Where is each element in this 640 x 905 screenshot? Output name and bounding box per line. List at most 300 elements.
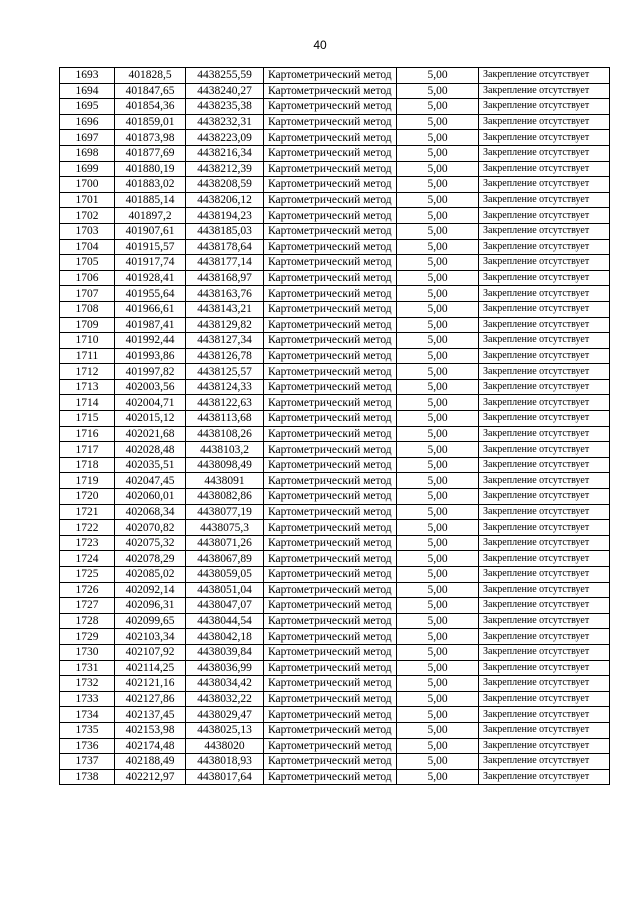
point-number-cell: 1700 <box>60 177 115 193</box>
method-cell: Картометрический метод <box>264 660 397 676</box>
point-number-cell: 1731 <box>60 660 115 676</box>
coord-x-cell: 402003,56 <box>115 379 186 395</box>
accuracy-cell: 5,00 <box>397 411 479 427</box>
coord-x-cell: 402070,82 <box>115 520 186 536</box>
point-number-cell: 1723 <box>60 535 115 551</box>
fixation-cell: Закрепление отсутствует <box>479 301 610 317</box>
method-cell: Картометрический метод <box>264 457 397 473</box>
coord-x-cell: 402004,71 <box>115 395 186 411</box>
method-cell: Картометрический метод <box>264 489 397 505</box>
fixation-cell: Закрепление отсутствует <box>479 660 610 676</box>
method-cell: Картометрический метод <box>264 613 397 629</box>
coord-x-cell: 402015,12 <box>115 411 186 427</box>
coord-x-cell: 402153,98 <box>115 722 186 738</box>
fixation-cell: Закрепление отсутствует <box>479 83 610 99</box>
point-number-cell: 1716 <box>60 426 115 442</box>
method-cell: Картометрический метод <box>264 239 397 255</box>
coord-x-cell: 402078,29 <box>115 551 186 567</box>
coord-y-cell: 4438059,05 <box>186 567 264 583</box>
table-row <box>60 130 610 146</box>
accuracy-cell: 5,00 <box>397 99 479 115</box>
coord-y-cell: 4438125,57 <box>186 364 264 380</box>
point-number-cell: 1711 <box>60 348 115 364</box>
accuracy-cell: 5,00 <box>397 489 479 505</box>
method-cell: Картометрический метод <box>264 395 397 411</box>
fixation-cell: Закрепление отсутствует <box>479 114 610 130</box>
point-number-cell: 1704 <box>60 239 115 255</box>
coord-y-cell: 4438194,23 <box>186 208 264 224</box>
coord-y-cell: 4438168,97 <box>186 270 264 286</box>
point-number-cell: 1701 <box>60 192 115 208</box>
point-number-cell: 1715 <box>60 411 115 427</box>
table-row <box>60 769 610 785</box>
method-cell: Картометрический метод <box>264 192 397 208</box>
table-row <box>60 348 610 364</box>
coord-y-cell: 4438255,59 <box>186 68 264 84</box>
coord-y-cell: 4438017,64 <box>186 769 264 785</box>
fixation-cell: Закрепление отсутствует <box>479 395 610 411</box>
fixation-cell: Закрепление отсутствует <box>479 208 610 224</box>
coord-x-cell: 401993,86 <box>115 348 186 364</box>
accuracy-cell: 5,00 <box>397 504 479 520</box>
coord-x-cell: 402096,31 <box>115 598 186 614</box>
coord-x-cell: 402028,48 <box>115 442 186 458</box>
fixation-cell: Закрепление отсутствует <box>479 504 610 520</box>
fixation-cell: Закрепление отсутствует <box>479 145 610 161</box>
point-number-cell: 1730 <box>60 644 115 660</box>
accuracy-cell: 5,00 <box>397 255 479 271</box>
table-row <box>60 457 610 473</box>
fixation-cell: Закрепление отсутствует <box>479 192 610 208</box>
point-number-cell: 1707 <box>60 286 115 302</box>
accuracy-cell: 5,00 <box>397 114 479 130</box>
coord-y-cell: 4438163,76 <box>186 286 264 302</box>
point-number-cell: 1727 <box>60 598 115 614</box>
table-row <box>60 270 610 286</box>
fixation-cell: Закрепление отсутствует <box>479 582 610 598</box>
method-cell: Картометрический метод <box>264 598 397 614</box>
method-cell: Картометрический метод <box>264 754 397 770</box>
coord-x-cell: 402127,86 <box>115 691 186 707</box>
coord-x-cell: 401880,19 <box>115 161 186 177</box>
coord-y-cell: 4438240,27 <box>186 83 264 99</box>
coord-y-cell: 4438032,22 <box>186 691 264 707</box>
point-number-cell: 1718 <box>60 457 115 473</box>
accuracy-cell: 5,00 <box>397 379 479 395</box>
coord-y-cell: 4438143,21 <box>186 301 264 317</box>
accuracy-cell: 5,00 <box>397 520 479 536</box>
accuracy-cell: 5,00 <box>397 192 479 208</box>
accuracy-cell: 5,00 <box>397 676 479 692</box>
accuracy-cell: 5,00 <box>397 208 479 224</box>
table-row <box>60 192 610 208</box>
table-row <box>60 567 610 583</box>
method-cell: Картометрический метод <box>264 130 397 146</box>
point-number-cell: 1735 <box>60 722 115 738</box>
coord-y-cell: 4438127,34 <box>186 333 264 349</box>
accuracy-cell: 5,00 <box>397 769 479 785</box>
fixation-cell: Закрепление отсутствует <box>479 364 610 380</box>
method-cell: Картометрический метод <box>264 364 397 380</box>
table-row <box>60 161 610 177</box>
coord-y-cell: 4438047,07 <box>186 598 264 614</box>
fixation-cell: Закрепление отсутствует <box>479 722 610 738</box>
method-cell: Картометрический метод <box>264 99 397 115</box>
point-number-cell: 1726 <box>60 582 115 598</box>
coord-x-cell: 402060,01 <box>115 489 186 505</box>
accuracy-cell: 5,00 <box>397 270 479 286</box>
fixation-cell: Закрепление отсутствует <box>479 239 610 255</box>
method-cell: Картометрический метод <box>264 644 397 660</box>
coord-y-cell: 4438039,84 <box>186 644 264 660</box>
point-number-cell: 1705 <box>60 255 115 271</box>
fixation-cell: Закрепление отсутствует <box>479 333 610 349</box>
coord-x-cell: 401917,74 <box>115 255 186 271</box>
method-cell: Картометрический метод <box>264 426 397 442</box>
table-row <box>60 722 610 738</box>
method-cell: Картометрический метод <box>264 582 397 598</box>
method-cell: Картометрический метод <box>264 738 397 754</box>
method-cell: Картометрический метод <box>264 286 397 302</box>
method-cell: Картометрический метод <box>264 301 397 317</box>
coord-y-cell: 4438025,13 <box>186 722 264 738</box>
method-cell: Картометрический метод <box>264 691 397 707</box>
point-number-cell: 1699 <box>60 161 115 177</box>
table-row <box>60 707 610 723</box>
table-row <box>60 598 610 614</box>
coord-x-cell: 402107,92 <box>115 644 186 660</box>
point-number-cell: 1717 <box>60 442 115 458</box>
table-row <box>60 676 610 692</box>
coord-x-cell: 401854,36 <box>115 99 186 115</box>
accuracy-cell: 5,00 <box>397 738 479 754</box>
accuracy-cell: 5,00 <box>397 83 479 99</box>
fixation-cell: Закрепление отсутствует <box>479 473 610 489</box>
method-cell: Картометрический метод <box>264 208 397 224</box>
coord-x-cell: 401883,02 <box>115 177 186 193</box>
point-number-cell: 1697 <box>60 130 115 146</box>
coord-y-cell: 4438124,33 <box>186 379 264 395</box>
coord-x-cell: 402092,14 <box>115 582 186 598</box>
coord-y-cell: 4438122,63 <box>186 395 264 411</box>
table-row <box>60 68 610 84</box>
accuracy-cell: 5,00 <box>397 395 479 411</box>
table-row <box>60 177 610 193</box>
coord-y-cell: 4438067,89 <box>186 551 264 567</box>
method-cell: Картометрический метод <box>264 114 397 130</box>
accuracy-cell: 5,00 <box>397 223 479 239</box>
point-number-cell: 1734 <box>60 707 115 723</box>
fixation-cell: Закрепление отсутствует <box>479 676 610 692</box>
coord-x-cell: 401915,57 <box>115 239 186 255</box>
method-cell: Картометрический метод <box>264 145 397 161</box>
fixation-cell: Закрепление отсутствует <box>479 317 610 333</box>
point-number-cell: 1702 <box>60 208 115 224</box>
coord-y-cell: 4438206,12 <box>186 192 264 208</box>
coord-y-cell: 4438082,86 <box>186 489 264 505</box>
accuracy-cell: 5,00 <box>397 286 479 302</box>
table-row <box>60 473 610 489</box>
method-cell: Картометрический метод <box>264 223 397 239</box>
coord-x-cell: 402121,16 <box>115 676 186 692</box>
coord-x-cell: 401987,41 <box>115 317 186 333</box>
table-row <box>60 379 610 395</box>
table-row <box>60 145 610 161</box>
coord-y-cell: 4438212,39 <box>186 161 264 177</box>
table-row <box>60 255 610 271</box>
coord-x-cell: 401907,61 <box>115 223 186 239</box>
table-row <box>60 83 610 99</box>
accuracy-cell: 5,00 <box>397 644 479 660</box>
fixation-cell: Закрепление отсутствует <box>479 223 610 239</box>
method-cell: Картометрический метод <box>264 177 397 193</box>
fixation-cell: Закрепление отсутствует <box>479 489 610 505</box>
method-cell: Картометрический метод <box>264 161 397 177</box>
coord-x-cell: 402035,51 <box>115 457 186 473</box>
method-cell: Картометрический метод <box>264 722 397 738</box>
method-cell: Картометрический метод <box>264 379 397 395</box>
coord-y-cell: 4438098,49 <box>186 457 264 473</box>
table-row <box>60 395 610 411</box>
table-row <box>60 426 610 442</box>
coord-x-cell: 401828,5 <box>115 68 186 84</box>
method-cell: Картометрический метод <box>264 769 397 785</box>
table-row <box>60 660 610 676</box>
fixation-cell: Закрепление отсутствует <box>479 442 610 458</box>
fixation-cell: Закрепление отсутствует <box>479 707 610 723</box>
coord-y-cell: 4438036,99 <box>186 660 264 676</box>
accuracy-cell: 5,00 <box>397 551 479 567</box>
fixation-cell: Закрепление отсутствует <box>479 161 610 177</box>
table-row <box>60 301 610 317</box>
accuracy-cell: 5,00 <box>397 598 479 614</box>
point-number-cell: 1719 <box>60 473 115 489</box>
method-cell: Картометрический метод <box>264 707 397 723</box>
method-cell: Картометрический метод <box>264 520 397 536</box>
table-row <box>60 520 610 536</box>
point-number-cell: 1703 <box>60 223 115 239</box>
accuracy-cell: 5,00 <box>397 239 479 255</box>
accuracy-cell: 5,00 <box>397 707 479 723</box>
point-number-cell: 1693 <box>60 68 115 84</box>
point-number-cell: 1737 <box>60 754 115 770</box>
accuracy-cell: 5,00 <box>397 660 479 676</box>
coord-y-cell: 4438129,82 <box>186 317 264 333</box>
point-number-cell: 1728 <box>60 613 115 629</box>
point-number-cell: 1696 <box>60 114 115 130</box>
accuracy-cell: 5,00 <box>397 754 479 770</box>
coord-x-cell: 402068,34 <box>115 504 186 520</box>
point-number-cell: 1736 <box>60 738 115 754</box>
coord-y-cell: 4438223,09 <box>186 130 264 146</box>
point-number-cell: 1733 <box>60 691 115 707</box>
table-row <box>60 364 610 380</box>
table-row <box>60 114 610 130</box>
table-row <box>60 535 610 551</box>
table-row <box>60 411 610 427</box>
coord-y-cell: 4438042,18 <box>186 629 264 645</box>
point-number-cell: 1721 <box>60 504 115 520</box>
fixation-cell: Закрепление отсутствует <box>479 598 610 614</box>
method-cell: Картометрический метод <box>264 676 397 692</box>
fixation-cell: Закрепление отсутствует <box>479 691 610 707</box>
fixation-cell: Закрепление отсутствует <box>479 738 610 754</box>
coord-x-cell: 401885,14 <box>115 192 186 208</box>
table-row <box>60 613 610 629</box>
accuracy-cell: 5,00 <box>397 177 479 193</box>
coord-x-cell: 402137,45 <box>115 707 186 723</box>
coord-y-cell: 4438108,26 <box>186 426 264 442</box>
coord-x-cell: 402212,97 <box>115 769 186 785</box>
coord-y-cell: 4438034,42 <box>186 676 264 692</box>
point-number-cell: 1710 <box>60 333 115 349</box>
coord-x-cell: 402174,48 <box>115 738 186 754</box>
accuracy-cell: 5,00 <box>397 629 479 645</box>
method-cell: Картометрический метод <box>264 504 397 520</box>
accuracy-cell: 5,00 <box>397 691 479 707</box>
accuracy-cell: 5,00 <box>397 145 479 161</box>
coord-x-cell: 401847,65 <box>115 83 186 99</box>
fixation-cell: Закрепление отсутствует <box>479 769 610 785</box>
accuracy-cell: 5,00 <box>397 582 479 598</box>
coord-x-cell: 402188,49 <box>115 754 186 770</box>
fixation-cell: Закрепление отсутствует <box>479 644 610 660</box>
coord-y-cell: 4438075,3 <box>186 520 264 536</box>
method-cell: Картометрический метод <box>264 83 397 99</box>
accuracy-cell: 5,00 <box>397 301 479 317</box>
coord-y-cell: 4438029,47 <box>186 707 264 723</box>
method-cell: Картометрический метод <box>264 629 397 645</box>
table-row <box>60 504 610 520</box>
fixation-cell: Закрепление отсутствует <box>479 99 610 115</box>
method-cell: Картометрический метод <box>264 68 397 84</box>
coord-x-cell: 401966,61 <box>115 301 186 317</box>
fixation-cell: Закрепление отсутствует <box>479 130 610 146</box>
coord-y-cell: 4438071,26 <box>186 535 264 551</box>
fixation-cell: Закрепление отсутствует <box>479 177 610 193</box>
table-row <box>60 99 610 115</box>
fixation-cell: Закрепление отсутствует <box>479 379 610 395</box>
fixation-cell: Закрепление отсутствует <box>479 68 610 84</box>
coord-y-cell: 4438091 <box>186 473 264 489</box>
coord-y-cell: 4438126,78 <box>186 348 264 364</box>
fixation-cell: Закрепление отсутствует <box>479 551 610 567</box>
table-row <box>60 691 610 707</box>
table-row <box>60 551 610 567</box>
table-row <box>60 333 610 349</box>
fixation-cell: Закрепление отсутствует <box>479 535 610 551</box>
point-number-cell: 1695 <box>60 99 115 115</box>
table-row <box>60 239 610 255</box>
fixation-cell: Закрепление отсутствует <box>479 411 610 427</box>
method-cell: Картометрический метод <box>264 348 397 364</box>
coord-y-cell: 4438051,04 <box>186 582 264 598</box>
coord-x-cell: 401873,98 <box>115 130 186 146</box>
accuracy-cell: 5,00 <box>397 333 479 349</box>
method-cell: Картометрический метод <box>264 551 397 567</box>
table-row <box>60 317 610 333</box>
coord-x-cell: 401928,41 <box>115 270 186 286</box>
table-row <box>60 489 610 505</box>
accuracy-cell: 5,00 <box>397 348 479 364</box>
accuracy-cell: 5,00 <box>397 364 479 380</box>
point-number-cell: 1694 <box>60 83 115 99</box>
point-number-cell: 1729 <box>60 629 115 645</box>
accuracy-cell: 5,00 <box>397 722 479 738</box>
accuracy-cell: 5,00 <box>397 68 479 84</box>
accuracy-cell: 5,00 <box>397 613 479 629</box>
fixation-cell: Закрепление отсутствует <box>479 457 610 473</box>
fixation-cell: Закрепление отсутствует <box>479 286 610 302</box>
fixation-cell: Закрепление отсутствует <box>479 426 610 442</box>
coordinates-table-body <box>60 68 610 785</box>
method-cell: Картометрический метод <box>264 473 397 489</box>
coord-x-cell: 402047,45 <box>115 473 186 489</box>
coord-y-cell: 4438232,31 <box>186 114 264 130</box>
accuracy-cell: 5,00 <box>397 473 479 489</box>
point-number-cell: 1732 <box>60 676 115 692</box>
coordinates-table <box>59 67 610 785</box>
coord-y-cell: 4438018,93 <box>186 754 264 770</box>
point-number-cell: 1720 <box>60 489 115 505</box>
page-number: 40 <box>313 38 327 52</box>
coord-x-cell: 401859,01 <box>115 114 186 130</box>
method-cell: Картометрический метод <box>264 317 397 333</box>
table-row <box>60 442 610 458</box>
coord-x-cell: 402099,65 <box>115 613 186 629</box>
coord-y-cell: 4438208,59 <box>186 177 264 193</box>
coord-y-cell: 4438235,38 <box>186 99 264 115</box>
method-cell: Картометрический метод <box>264 255 397 271</box>
point-number-cell: 1725 <box>60 567 115 583</box>
accuracy-cell: 5,00 <box>397 130 479 146</box>
table-row <box>60 208 610 224</box>
coord-x-cell: 401877,69 <box>115 145 186 161</box>
coord-y-cell: 4438020 <box>186 738 264 754</box>
fixation-cell: Закрепление отсутствует <box>479 255 610 271</box>
coord-y-cell: 4438177,14 <box>186 255 264 271</box>
coord-x-cell: 402075,32 <box>115 535 186 551</box>
method-cell: Картометрический метод <box>264 411 397 427</box>
coord-x-cell: 401997,82 <box>115 364 186 380</box>
accuracy-cell: 5,00 <box>397 317 479 333</box>
point-number-cell: 1706 <box>60 270 115 286</box>
fixation-cell: Закрепление отсутствует <box>479 270 610 286</box>
accuracy-cell: 5,00 <box>397 567 479 583</box>
fixation-cell: Закрепление отсутствует <box>479 629 610 645</box>
point-number-cell: 1738 <box>60 769 115 785</box>
point-number-cell: 1698 <box>60 145 115 161</box>
coord-y-cell: 4438044,54 <box>186 613 264 629</box>
table-row <box>60 738 610 754</box>
coord-x-cell: 402103,34 <box>115 629 186 645</box>
coord-y-cell: 4438103,2 <box>186 442 264 458</box>
coord-x-cell: 402021,68 <box>115 426 186 442</box>
table-row <box>60 644 610 660</box>
coord-y-cell: 4438216,34 <box>186 145 264 161</box>
point-number-cell: 1712 <box>60 364 115 380</box>
accuracy-cell: 5,00 <box>397 457 479 473</box>
method-cell: Картометрический метод <box>264 535 397 551</box>
point-number-cell: 1713 <box>60 379 115 395</box>
coord-x-cell: 401955,64 <box>115 286 186 302</box>
accuracy-cell: 5,00 <box>397 161 479 177</box>
fixation-cell: Закрепление отсутствует <box>479 613 610 629</box>
coord-y-cell: 4438178,64 <box>186 239 264 255</box>
fixation-cell: Закрепление отсутствует <box>479 348 610 364</box>
method-cell: Картометрический метод <box>264 333 397 349</box>
fixation-cell: Закрепление отсутствует <box>479 520 610 536</box>
